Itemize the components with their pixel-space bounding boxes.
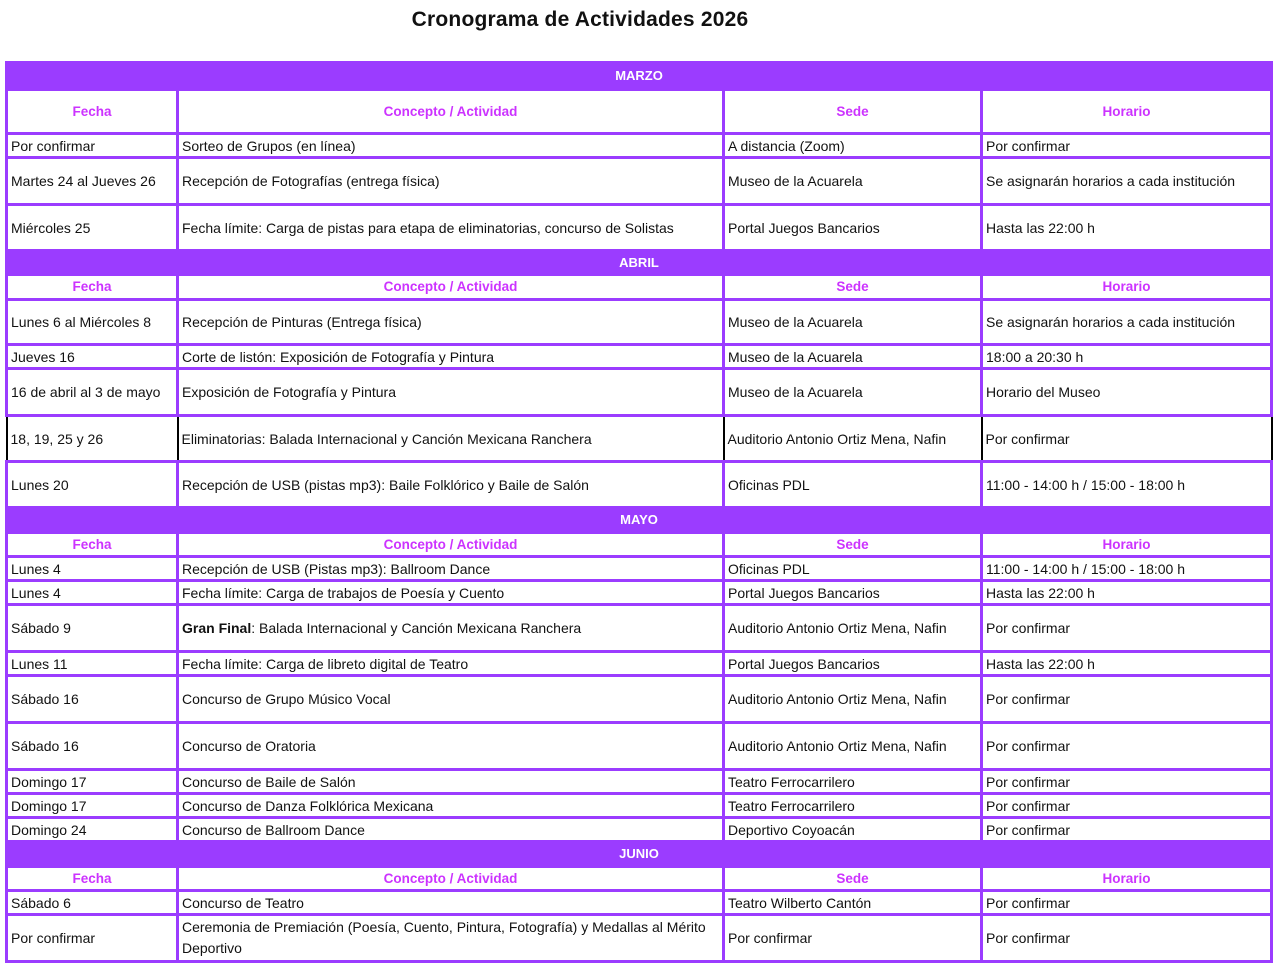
header-horario: Horario (982, 533, 1272, 557)
schedule-table (5, 61, 1273, 963)
cell-sede: Museo de la Acuarela (724, 345, 982, 369)
cell-concepto: Concurso de Baile de Salón (178, 770, 724, 794)
cell-horario: Por confirmar (982, 891, 1272, 915)
header-concepto: Concepto / Actividad (178, 275, 724, 300)
header-horario: Horario (982, 90, 1272, 134)
table-row (7, 605, 1272, 652)
cell-fecha: Lunes 20 (7, 462, 178, 508)
table-row (7, 462, 1272, 508)
table-row (7, 723, 1272, 770)
month-banner-abril (7, 251, 1272, 275)
cell-concepto: Recepción de Pinturas (Entrega física) (178, 300, 724, 345)
cell-concepto: Recepción de USB (Pistas mp3): Ballroom Dance (178, 557, 724, 581)
cell-concepto: Concurso de Teatro (178, 891, 724, 915)
cell-horario: Hasta las 22:00 h (982, 652, 1272, 676)
cell-concepto: Exposición de Fotografía y Pintura (178, 369, 724, 416)
cell-sede: Por confirmar (724, 915, 982, 962)
cell-horario: Por confirmar (982, 818, 1272, 842)
cell-sede: Teatro Ferrocarrilero (724, 770, 982, 794)
cell-fecha: Sábado 9 (7, 605, 178, 652)
cell-concepto: Fecha límite: Carga de pistas para etapa de eliminatorias, concurso de Solistas (178, 205, 724, 251)
cell-concepto: Concurso de Grupo Músico Vocal (178, 676, 724, 723)
cell-concepto (178, 605, 724, 652)
month-label: MAYO (7, 508, 1272, 533)
cell-concepto: Concurso de Oratoria (178, 723, 724, 770)
header-sede: Sede (724, 867, 982, 891)
cell-horario: Por confirmar (982, 915, 1272, 962)
cell-sede: Auditorio Antonio Ortiz Mena, Nafin (724, 416, 982, 462)
cell-horario: Por confirmar (982, 770, 1272, 794)
header-horario: Horario (982, 275, 1272, 300)
table-row (7, 676, 1272, 723)
month-label: ABRIL (7, 251, 1272, 275)
cell-fecha: Sábado 6 (7, 891, 178, 915)
month-banner-mayo (7, 508, 1272, 533)
table-row (7, 158, 1272, 205)
cell-horario: Por confirmar (982, 134, 1272, 158)
cell-fecha: Domingo 17 (7, 794, 178, 818)
cell-fecha: Lunes 4 (7, 557, 178, 581)
cell-horario: Por confirmar (982, 605, 1272, 652)
cell-concepto: Concurso de Danza Folklórica Mexicana (178, 794, 724, 818)
cell-horario: Por confirmar (982, 676, 1272, 723)
cell-sede: Oficinas PDL (724, 557, 982, 581)
cell-concepto: Eliminatorias: Balada Internacional y Canción Mexicana Ranchera (178, 416, 724, 462)
cell-horario: Horario del Museo (982, 369, 1272, 416)
table-row (7, 915, 1272, 962)
cell-sede: Museo de la Acuarela (724, 369, 982, 416)
table-row (7, 557, 1272, 581)
column-header-row (7, 533, 1272, 557)
table-row (7, 300, 1272, 345)
cell-horario: Se asignarán horarios a cada institución (982, 158, 1272, 205)
month-banner-junio (7, 842, 1272, 867)
cell-fecha: 16 de abril al 3 de mayo (7, 369, 178, 416)
cell-sede: Auditorio Antonio Ortiz Mena, Nafin (724, 676, 982, 723)
cell-sede: Museo de la Acuarela (724, 158, 982, 205)
cell-fecha: Jueves 16 (7, 345, 178, 369)
cell-sede: Auditorio Antonio Ortiz Mena, Nafin (724, 605, 982, 652)
cell-fecha: Sábado 16 (7, 723, 178, 770)
cell-fecha: Por confirmar (7, 134, 178, 158)
header-fecha: Fecha (7, 275, 178, 300)
cell-horario: Por confirmar (982, 416, 1272, 462)
cell-sede: Portal Juegos Bancarios (724, 652, 982, 676)
cell-sede: Auditorio Antonio Ortiz Mena, Nafin (724, 723, 982, 770)
cell-concepto: Corte de listón: Exposición de Fotografía y Pintura (178, 345, 724, 369)
cell-concepto: Ceremonia de Premiación (Poesía, Cuento, Pintura, Fotografía) y Medallas al Mérito Deportivo (178, 915, 724, 962)
table-row (7, 345, 1272, 369)
cell-horario: 11:00 - 14:00 h / 15:00 - 18:00 h (982, 557, 1272, 581)
header-concepto: Concepto / Actividad (178, 867, 724, 891)
table-row (7, 891, 1272, 915)
cell-concepto: Fecha límite: Carga de trabajos de Poesía y Cuento (178, 581, 724, 605)
table-row (7, 134, 1272, 158)
gran-final-bold: Gran Final (182, 620, 252, 636)
cell-horario: Hasta las 22:00 h (982, 205, 1272, 251)
header-sede: Sede (724, 533, 982, 557)
cell-concepto: Recepción de USB (pistas mp3): Baile Folklórico y Baile de Salón (178, 462, 724, 508)
header-fecha: Fecha (7, 867, 178, 891)
header-sede: Sede (724, 275, 982, 300)
table-row (7, 770, 1272, 794)
header-fecha: Fecha (7, 533, 178, 557)
cell-fecha: Lunes 11 (7, 652, 178, 676)
cell-fecha: 18, 19, 25 y 26 (7, 416, 178, 462)
cell-horario: Se asignarán horarios a cada institución (982, 300, 1272, 345)
table-row (7, 794, 1272, 818)
cell-concepto: Fecha límite: Carga de libreto digital de Teatro (178, 652, 724, 676)
table-row (7, 369, 1272, 416)
cell-horario: Hasta las 22:00 h (982, 581, 1272, 605)
column-header-row (7, 867, 1272, 891)
cell-fecha: Sábado 16 (7, 676, 178, 723)
month-label: JUNIO (7, 842, 1272, 867)
header-concepto: Concepto / Actividad (178, 90, 724, 134)
cell-concepto: Concurso de Ballroom Dance (178, 818, 724, 842)
cell-sede: Teatro Ferrocarrilero (724, 794, 982, 818)
cell-horario: Por confirmar (982, 794, 1272, 818)
cell-sede: Deportivo Coyoacán (724, 818, 982, 842)
header-fecha: Fecha (7, 90, 178, 134)
cell-horario: 11:00 - 14:00 h / 15:00 - 18:00 h (982, 462, 1272, 508)
column-header-row (7, 275, 1272, 300)
month-label: MARZO (7, 63, 1272, 90)
cell-concepto: Recepción de Fotografías (entrega física) (178, 158, 724, 205)
cell-fecha: Domingo 24 (7, 818, 178, 842)
cell-fecha: Martes 24 al Jueves 26 (7, 158, 178, 205)
column-header-row (7, 90, 1272, 134)
table-row (7, 652, 1272, 676)
cell-sede: Oficinas PDL (724, 462, 982, 508)
cell-sede: Teatro Wilberto Cantón (724, 891, 982, 915)
table-row (7, 205, 1272, 251)
header-horario: Horario (982, 867, 1272, 891)
table-row (7, 818, 1272, 842)
schedule-sheet (5, 61, 1270, 963)
header-concepto: Concepto / Actividad (178, 533, 724, 557)
header-sede: Sede (724, 90, 982, 134)
table-row (7, 416, 1272, 462)
cell-fecha: Miércoles 25 (7, 205, 178, 251)
cell-horario: 18:00 a 20:30 h (982, 345, 1272, 369)
cell-sede: Portal Juegos Bancarios (724, 581, 982, 605)
table-row (7, 581, 1272, 605)
cell-fecha: Lunes 6 al Miércoles 8 (7, 300, 178, 345)
cell-horario: Por confirmar (982, 723, 1272, 770)
cell-fecha: Domingo 17 (7, 770, 178, 794)
cell-fecha: Lunes 4 (7, 581, 178, 605)
cell-fecha: Por confirmar (7, 915, 178, 962)
concepto-rest: : Balada Internacional y Canción Mexicana Ranchera (251, 620, 582, 636)
page-title: Cronograma de Actividades 2026 (411, 8, 749, 31)
cell-sede: Museo de la Acuarela (724, 300, 982, 345)
cell-concepto: Sorteo de Grupos (en línea) (178, 134, 724, 158)
month-banner-marzo (7, 63, 1272, 90)
cell-sede: Portal Juegos Bancarios (724, 205, 982, 251)
cell-sede: A distancia (Zoom) (724, 134, 982, 158)
